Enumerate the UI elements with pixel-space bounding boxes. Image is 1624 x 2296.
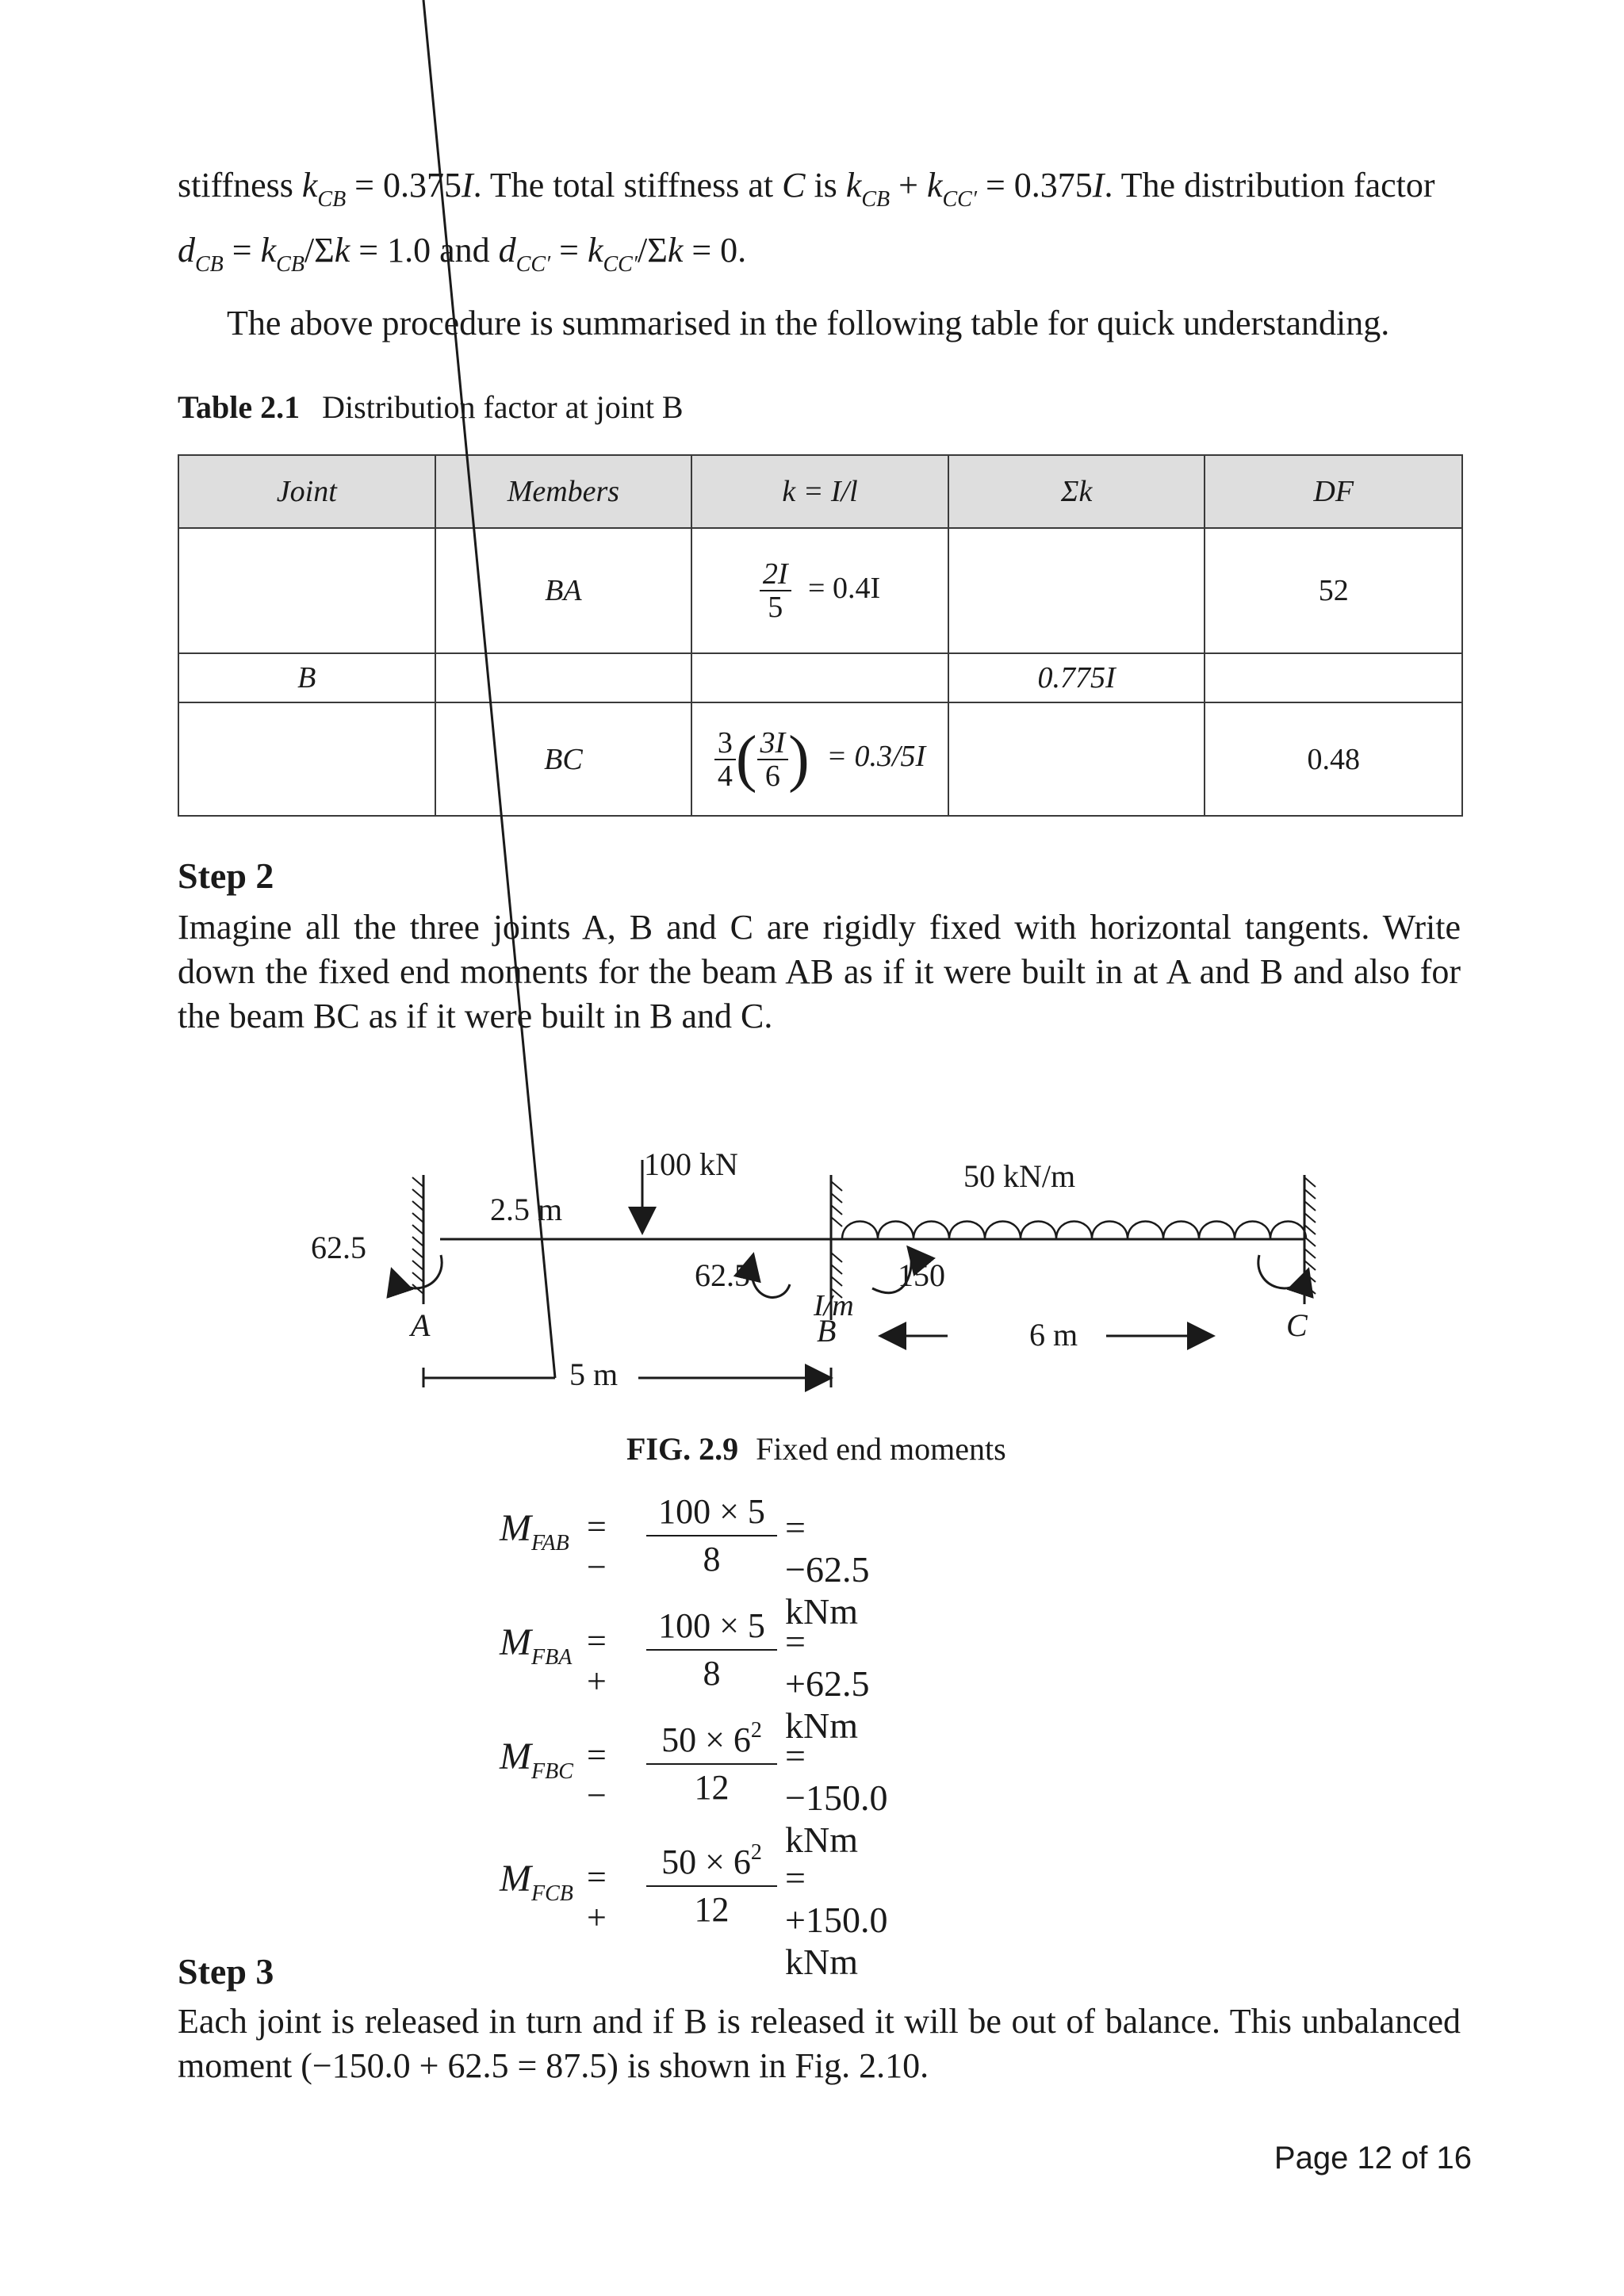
cell-k-ba: $\frac{2I}{5}$ = 0.4I: [691, 528, 948, 653]
cell-joint-b: B: [178, 653, 435, 702]
header-k: k = I/l: [691, 455, 948, 528]
support-a-hatch: [412, 1177, 423, 1294]
step-2-paragraph: Imagine all the three joints A, B and C are rigidly fixed with horizontal tangents. Write down the fixed end moments for the beam AB as if it were built in at A and B and also for the beam BC as if it were built in B and C.: [178, 908, 1461, 1035]
cell-df-ba: 52: [1205, 528, 1462, 653]
table-caption-text: Distribution factor at joint B: [322, 389, 684, 425]
table-caption-label: Table 2.1: [178, 389, 301, 425]
page-number: Page 12 of 16: [1274, 2141, 1472, 2175]
label-point-load: 100 kN: [644, 1146, 738, 1182]
label-a: A: [411, 1307, 431, 1343]
moment-arrow-c: [1258, 1255, 1308, 1288]
step-3-heading: Step 3: [178, 1951, 274, 1992]
intro-line-1: stiffness $k_{CB} = 0.375I$. The total stiffness at C is $k_{CB} + k_{CC'} = 0.375I$. The distribution factor: [178, 166, 1435, 212]
fraction: $\frac{3}{4}$: [714, 727, 736, 792]
cell-k-bc: $\frac{3}{4}$ ( $\frac{3I}{6}$ ) = 0.3/5I: [691, 702, 948, 816]
figure-caption-text: Fixed end moments: [756, 1431, 1006, 1467]
left-paren: (: [735, 724, 757, 794]
cell-df-bc: 0.48: [1205, 702, 1462, 816]
header-members: Members: [435, 455, 692, 528]
moment-arrow-b-left: [752, 1254, 790, 1297]
label-udl: 50 kN/m: [963, 1158, 1076, 1194]
figure-caption-label: FIG. 2.9: [626, 1431, 739, 1467]
label-5m: 5 m: [569, 1357, 619, 1392]
cell-member-ba: BA: [435, 528, 692, 653]
intro-line-2: $d_{CB} = k_{CB}/\Sigma k = 1.0$ and $d_{CC'} = k_{CC'}/\Sigma k = 0$.: [178, 231, 747, 277]
label-i-m: I/m: [814, 1289, 854, 1322]
label-moment-a: 62.5: [311, 1230, 366, 1265]
step-3-paragraph: Each joint is released in turn and if B is released it will be out of balance. This unbalanced moment (−150.0 + 62.5 = 87.5) is shown in Fig. 2.10.: [178, 2002, 1461, 2085]
label-b: B: [817, 1313, 837, 1349]
udl-loops: [842, 1222, 1306, 1240]
right-paren: ): [788, 724, 810, 794]
label-moment-b-right: 150: [898, 1257, 945, 1293]
dim-5m-left: [423, 0, 555, 1378]
header-joint: Joint: [178, 455, 435, 528]
fraction: $\frac{3I}{6}$: [757, 727, 789, 792]
header-df: DF: [1205, 455, 1462, 528]
fraction: $\frac{2I}{5}$: [760, 558, 791, 623]
label-6m: 6 m: [1029, 1317, 1078, 1353]
figure-caption: [626, 1430, 1006, 1468]
summary-sentence: The above procedure is summarised in the following table for quick understanding.: [227, 304, 1390, 342]
label-moment-b-left: 62.5: [695, 1257, 750, 1293]
step-2-heading: Step 2: [178, 855, 274, 896]
header-sum-k: Σk: [948, 455, 1205, 528]
label-c: C: [1286, 1307, 1308, 1343]
moment-arrow-a: [392, 1255, 442, 1288]
cell-sum-k: 0.775I: [948, 653, 1205, 702]
cell-member-bc: BC: [435, 702, 692, 816]
label-2-5m: 2.5 m: [490, 1192, 563, 1227]
